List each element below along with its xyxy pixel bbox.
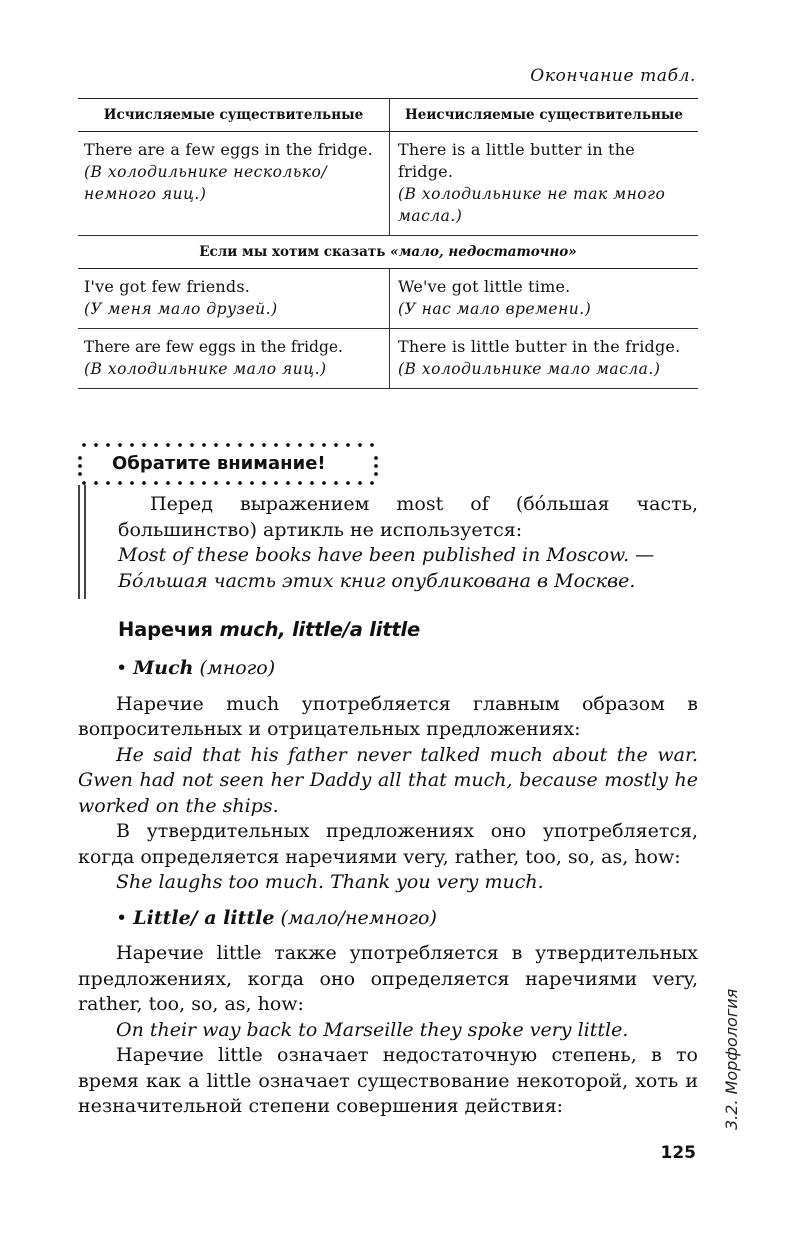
span-heading-emph: «мало, недостаточно» <box>390 244 577 260</box>
section-title-italic: much, little/a little <box>219 618 420 641</box>
paragraph: В утвердительных предложениях оно употребляется, когда определяется наречиями very, rather, too, so, as, how: <box>78 820 698 868</box>
example-ru: (У меня мало друзей.) <box>84 300 278 318</box>
main-text <box>78 656 698 1120</box>
page-number: 125 <box>660 1143 696 1163</box>
note-margin-line <box>84 485 86 599</box>
span-heading-plain: Если мы хотим сказать <box>199 244 386 260</box>
table-row <box>78 132 698 236</box>
section-title <box>118 618 420 641</box>
table-row <box>78 269 698 329</box>
example: She laughs too much. Thank you very much. <box>116 871 544 893</box>
bullet-word: Little/ a little <box>133 906 275 929</box>
countable-uncountable-table <box>78 98 698 389</box>
note-margin-line <box>78 485 80 599</box>
example-en: There are a few eggs in the fridge. <box>84 140 373 159</box>
note-title: Обратите внимание! <box>112 453 326 474</box>
example-en: There is a little butter in the fridge. <box>398 140 635 181</box>
paragraph: Наречие little означает недостаточную степень, в то время как a little означает существование некоторой, хоть и незначительной степени совершения действия: <box>78 1044 698 1117</box>
note-box <box>78 443 378 485</box>
header-uncountable: Неисчисляемые существительные <box>390 99 699 132</box>
table-cell <box>78 329 390 389</box>
example-en: There is little butter in the fridge. <box>398 337 681 356</box>
header-countable: Исчисляемые существительные <box>78 99 390 132</box>
table-cell <box>78 132 390 236</box>
section-title-plain: Наречия <box>118 618 213 641</box>
dotted-border <box>78 443 378 447</box>
example-en: There are few eggs in the fridge. <box>84 338 343 356</box>
note-example-en: Most of these books have been published in Moscow. — <box>118 544 655 566</box>
example-ru: (В холодильнике мало яиц.) <box>84 360 327 378</box>
paragraph: Наречие much употребляется главным образом в вопросительных и отрицательных предложениях: <box>78 692 698 740</box>
example-ru: (В холодильнике мало масла.) <box>398 360 661 378</box>
bullet-little: • Little/ a little (мало/немного) <box>116 906 437 929</box>
bullet-word: Much <box>133 657 194 679</box>
side-section-label: 3.2. Морфология <box>722 988 741 1130</box>
example-en: I've got few friends. <box>84 277 251 296</box>
example-ru: (В холодильнике несколько/немного яиц.) <box>84 163 328 203</box>
table-cell <box>390 132 699 236</box>
example-ru: (У нас мало времени.) <box>398 300 592 318</box>
example-ru: (В холодильнике не так много масла.) <box>398 185 666 225</box>
table-span-row <box>78 236 698 269</box>
bullet-gloss: (много) <box>199 657 276 679</box>
dotted-border <box>78 481 378 485</box>
example: He said that his father never talked much about the war. Gwen had not seen her Daddy all that much, because mostly he worked on the ships. <box>78 743 698 817</box>
span-heading <box>78 236 698 269</box>
table-cell <box>390 269 699 329</box>
dotted-border <box>78 454 82 476</box>
table-cell <box>390 329 699 389</box>
table-cell <box>78 269 390 329</box>
paragraph: Наречие little также употребляется в утвердительных предложениях, когда оно определяется наречиями very, rather, too, so, as, how: <box>78 942 698 1015</box>
dotted-border <box>374 454 378 476</box>
bullet-gloss: (мало/немного) <box>280 906 437 929</box>
note-body <box>118 492 698 594</box>
example-en: We've got little time. <box>398 277 571 296</box>
note-text: Перед выражением most of (бóльшая часть, большинство) артикль не используется: <box>118 493 698 541</box>
bullet-much: • Much (много) <box>116 657 276 679</box>
table-row <box>78 329 698 389</box>
continuation-label: Окончание табл. <box>530 66 696 86</box>
table-header-row <box>78 99 698 132</box>
note-example-ru: Бóльшая часть этих книг опубликована в Москве. <box>118 569 636 592</box>
example: On their way back to Marseille they spoke very little. <box>116 1018 629 1041</box>
